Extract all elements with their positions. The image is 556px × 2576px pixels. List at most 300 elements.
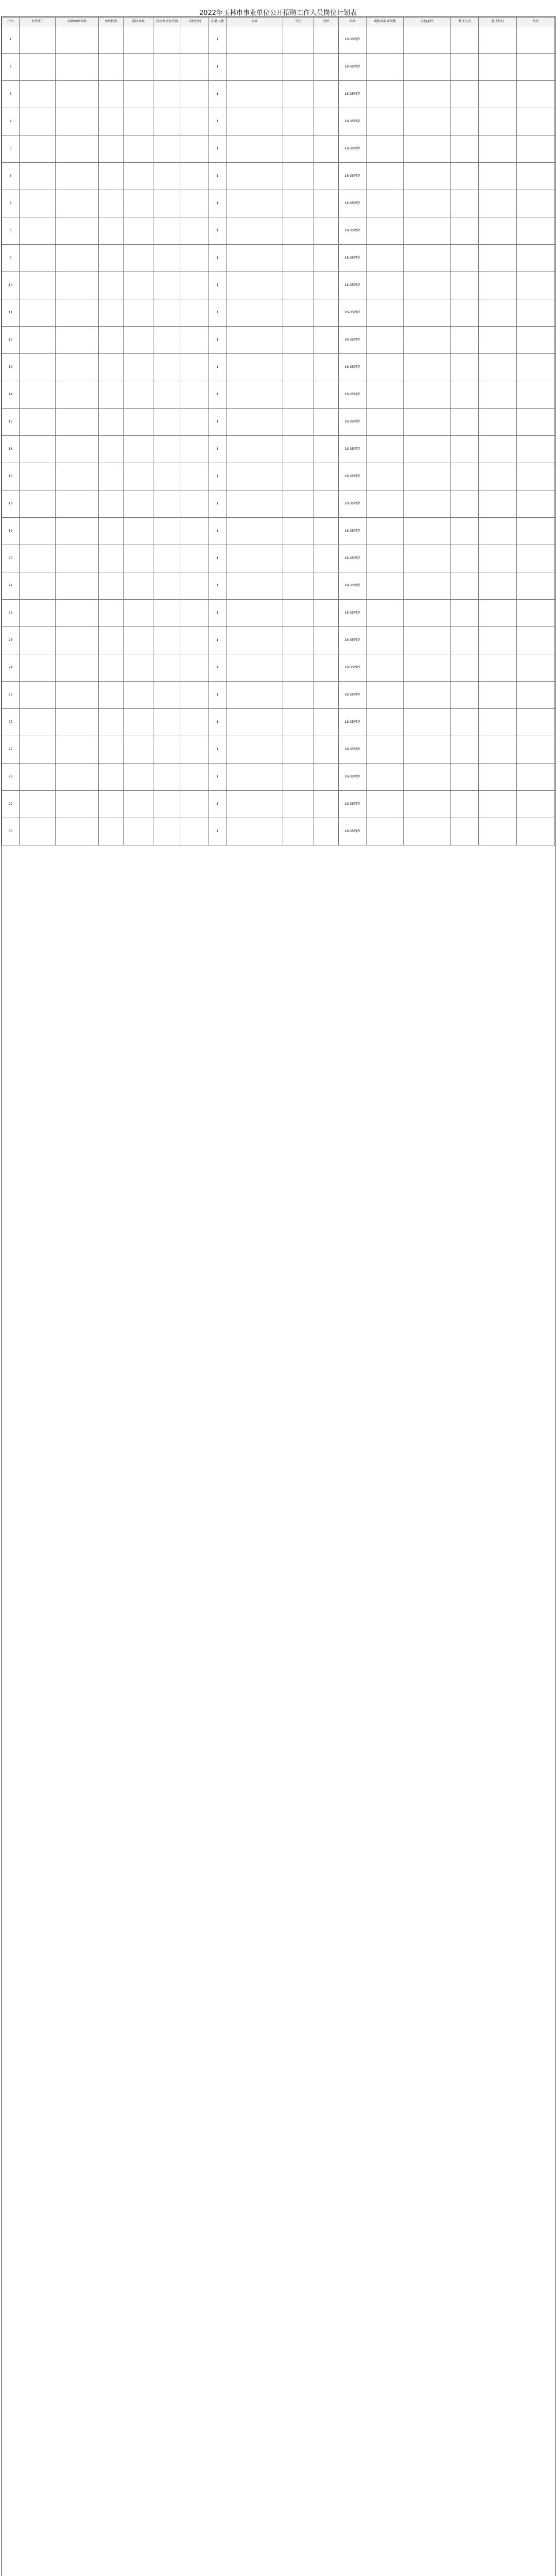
- table-cell: [479, 245, 517, 272]
- table-cell: 22: [2, 600, 20, 627]
- table-cell: 13: [2, 354, 20, 381]
- table-cell: [227, 81, 283, 108]
- table-cell: [20, 381, 56, 409]
- table-cell: [283, 436, 314, 463]
- table-cell: [124, 272, 153, 299]
- table-cell: 18-35周岁: [339, 463, 367, 490]
- table-cell: [451, 764, 479, 791]
- table-cell: [124, 381, 153, 409]
- table-cell: [404, 354, 451, 381]
- table-cell: [181, 108, 209, 135]
- table-cell: [404, 518, 451, 545]
- table-cell: [451, 272, 479, 299]
- table-cell: 1: [209, 163, 227, 190]
- table-cell: [227, 818, 283, 845]
- column-header: 岗位代码: [181, 18, 209, 26]
- table-row: [2, 26, 555, 54]
- table-cell: [283, 490, 314, 518]
- table-cell: [367, 654, 404, 682]
- table-cell: [99, 600, 124, 627]
- table-cell: 18-35周岁: [339, 709, 367, 736]
- table-cell: [314, 272, 339, 299]
- table-cell: [517, 381, 555, 409]
- table-cell: 29: [2, 791, 20, 818]
- table-cell: [124, 108, 153, 135]
- table-cell: 30: [2, 818, 20, 845]
- table-cell: 1: [209, 354, 227, 381]
- table-cell: [153, 26, 181, 54]
- table-cell: [404, 736, 451, 764]
- table-cell: 1: [209, 327, 227, 354]
- table-cell: [314, 409, 339, 436]
- table-cell: [283, 299, 314, 327]
- table-cell: [367, 764, 404, 791]
- table-cell: [479, 818, 517, 845]
- table-cell: [404, 108, 451, 135]
- table-cell: [153, 654, 181, 682]
- table-cell: 18-35周岁: [339, 409, 367, 436]
- table-cell: [227, 163, 283, 190]
- table-cell: [181, 81, 209, 108]
- table-cell: 1: [209, 26, 227, 54]
- table-cell: [517, 108, 555, 135]
- table-cell: 1: [209, 654, 227, 682]
- table-cell: [451, 299, 479, 327]
- table-cell: [124, 81, 153, 108]
- column-header: 序号: [2, 18, 20, 26]
- table-cell: 6: [2, 163, 20, 190]
- table-cell: 17: [2, 463, 20, 490]
- table-cell: [153, 818, 181, 845]
- table-cell: [517, 26, 555, 54]
- table-cell: [56, 463, 99, 490]
- column-header: 招聘单位名称: [56, 18, 99, 26]
- table-cell: [367, 272, 404, 299]
- table-cell: 1: [209, 409, 227, 436]
- table-cell: [451, 190, 479, 217]
- table-cell: [451, 381, 479, 409]
- column-header: 考试方式: [451, 18, 479, 26]
- table-row: [2, 682, 555, 709]
- table-cell: [479, 654, 517, 682]
- table-cell: [404, 600, 451, 627]
- table-cell: 3: [2, 81, 20, 108]
- table-row: [2, 627, 555, 654]
- table-cell: [181, 190, 209, 217]
- table-cell: [517, 518, 555, 545]
- table-row: [2, 518, 555, 545]
- table-cell: [314, 490, 339, 518]
- table-cell: [56, 436, 99, 463]
- table-cell: [367, 190, 404, 217]
- table-cell: [227, 518, 283, 545]
- table-cell: 18-35周岁: [339, 299, 367, 327]
- table-cell: [56, 600, 99, 627]
- table-cell: [153, 163, 181, 190]
- table-cell: 18-35周岁: [339, 217, 367, 245]
- table-cell: [367, 54, 404, 81]
- table-cell: [20, 764, 56, 791]
- table-cell: 18-35周岁: [339, 518, 367, 545]
- table-cell: [124, 327, 153, 354]
- table-cell: [227, 600, 283, 627]
- table-cell: [124, 709, 153, 736]
- table-cell: 18-35周岁: [339, 381, 367, 409]
- table-cell: [517, 135, 555, 163]
- table-cell: [181, 26, 209, 54]
- table-cell: [99, 709, 124, 736]
- table-row: [2, 327, 555, 354]
- table-cell: [314, 108, 339, 135]
- table-cell: [283, 682, 314, 709]
- table-cell: [20, 26, 56, 54]
- table-cell: [404, 709, 451, 736]
- table-cell: [56, 736, 99, 764]
- table-cell: [404, 545, 451, 572]
- table-cell: [20, 54, 56, 81]
- table-cell: [314, 135, 339, 163]
- table-cell: [56, 299, 99, 327]
- table-cell: [517, 163, 555, 190]
- table-cell: 1: [209, 736, 227, 764]
- table-cell: [99, 654, 124, 682]
- table-cell: [451, 26, 479, 54]
- table-cell: [314, 654, 339, 682]
- table-cell: [56, 627, 99, 654]
- table-cell: [227, 764, 283, 791]
- table-cell: [20, 217, 56, 245]
- table-cell: [153, 272, 181, 299]
- table-cell: [153, 135, 181, 163]
- table-cell: 18-35周岁: [339, 545, 367, 572]
- column-header: 笔试科目: [479, 18, 517, 26]
- table-cell: [404, 654, 451, 682]
- table-cell: 8: [2, 217, 20, 245]
- table-cell: [227, 108, 283, 135]
- table-cell: [479, 709, 517, 736]
- table-cell: [479, 381, 517, 409]
- table-row: [2, 764, 555, 791]
- table-cell: [99, 81, 124, 108]
- table-cell: 24: [2, 654, 20, 682]
- table-cell: [99, 764, 124, 791]
- table-cell: [153, 436, 181, 463]
- table-cell: [283, 272, 314, 299]
- table-row: [2, 245, 555, 272]
- table-cell: 19: [2, 518, 20, 545]
- table-cell: [479, 54, 517, 81]
- table-cell: [20, 409, 56, 436]
- table-cell: [367, 736, 404, 764]
- table-row: [2, 354, 555, 381]
- table-cell: [227, 381, 283, 409]
- table-cell: [314, 709, 339, 736]
- table-cell: [56, 217, 99, 245]
- table-cell: 18-35周岁: [339, 354, 367, 381]
- table-cell: [227, 545, 283, 572]
- table-cell: [404, 627, 451, 654]
- table-cell: [153, 682, 181, 709]
- table-row: [2, 217, 555, 245]
- table-cell: [181, 409, 209, 436]
- table-cell: [367, 791, 404, 818]
- table-cell: [20, 490, 56, 518]
- table-cell: [367, 217, 404, 245]
- table-cell: [404, 272, 451, 299]
- table-cell: [56, 272, 99, 299]
- table-cell: [20, 436, 56, 463]
- column-header: 职称或职业资格: [367, 18, 404, 26]
- table-cell: [181, 163, 209, 190]
- table-cell: [99, 135, 124, 163]
- table-cell: [404, 490, 451, 518]
- column-header: 主管部门: [20, 18, 56, 26]
- table-cell: [479, 81, 517, 108]
- table-cell: [153, 409, 181, 436]
- table-cell: 18-35周岁: [339, 490, 367, 518]
- table-cell: [124, 354, 153, 381]
- table-cell: [20, 736, 56, 764]
- table-cell: [283, 135, 314, 163]
- table-cell: [99, 490, 124, 518]
- table-cell: [153, 463, 181, 490]
- table-cell: 18-35周岁: [339, 272, 367, 299]
- document-title: 2022年玉林市事业单位公开招聘工作人员岗位计划表: [199, 9, 357, 17]
- table-cell: [227, 26, 283, 54]
- table-cell: [283, 463, 314, 490]
- table-cell: 23: [2, 627, 20, 654]
- table-cell: [451, 572, 479, 600]
- table-cell: [227, 490, 283, 518]
- table-cell: 1: [209, 217, 227, 245]
- table-body: [2, 26, 555, 845]
- table-cell: [479, 409, 517, 436]
- table-row: [2, 490, 555, 518]
- table-cell: [20, 791, 56, 818]
- table-cell: [479, 791, 517, 818]
- table-cell: [283, 217, 314, 245]
- table-cell: [314, 299, 339, 327]
- table-cell: 18-35周岁: [339, 54, 367, 81]
- table-cell: [404, 572, 451, 600]
- table-cell: [20, 545, 56, 572]
- table-cell: [227, 463, 283, 490]
- table-cell: [451, 409, 479, 436]
- table-cell: [99, 791, 124, 818]
- table-cell: [283, 709, 314, 736]
- table-cell: 18-35周岁: [339, 436, 367, 463]
- table-cell: [314, 81, 339, 108]
- table-cell: [314, 245, 339, 272]
- table-cell: [314, 190, 339, 217]
- table-row: [2, 409, 555, 436]
- table-cell: [283, 381, 314, 409]
- table-cell: [517, 572, 555, 600]
- table-cell: [181, 736, 209, 764]
- table-cell: [314, 354, 339, 381]
- table-cell: [451, 81, 479, 108]
- table-row: [2, 190, 555, 217]
- table-cell: [20, 709, 56, 736]
- table-cell: [227, 135, 283, 163]
- table-cell: 1: [209, 572, 227, 600]
- table-cell: [153, 736, 181, 764]
- column-header: 岗位类别及等级: [153, 18, 181, 26]
- table-cell: [181, 245, 209, 272]
- table-cell: [283, 736, 314, 764]
- table-cell: 1: [209, 709, 227, 736]
- table-cell: [153, 327, 181, 354]
- table-cell: [181, 490, 209, 518]
- table-cell: [124, 135, 153, 163]
- table-cell: [124, 791, 153, 818]
- table-cell: [451, 135, 479, 163]
- table-cell: [99, 436, 124, 463]
- table-cell: [404, 299, 451, 327]
- table-cell: [124, 682, 153, 709]
- table-cell: [124, 600, 153, 627]
- table-cell: 18-35周岁: [339, 190, 367, 217]
- table-cell: [283, 327, 314, 354]
- table-cell: [227, 736, 283, 764]
- table-cell: [99, 54, 124, 81]
- table-cell: [367, 682, 404, 709]
- table-cell: [124, 572, 153, 600]
- table-cell: 18: [2, 490, 20, 518]
- table-cell: [314, 545, 339, 572]
- table-cell: 18-35周岁: [339, 26, 367, 54]
- table-cell: [181, 545, 209, 572]
- table-cell: 1: [209, 299, 227, 327]
- table-cell: [283, 163, 314, 190]
- table-cell: [479, 327, 517, 354]
- table-cell: [479, 217, 517, 245]
- table-cell: 26: [2, 709, 20, 736]
- table-cell: [20, 354, 56, 381]
- table-cell: [314, 436, 339, 463]
- table-cell: 18-35周岁: [339, 736, 367, 764]
- table-cell: [99, 736, 124, 764]
- table-cell: [314, 381, 339, 409]
- table-cell: [56, 381, 99, 409]
- table-cell: [153, 627, 181, 654]
- table-cell: [99, 272, 124, 299]
- table-cell: [124, 409, 153, 436]
- table-cell: 1: [209, 682, 227, 709]
- table-cell: [283, 26, 314, 54]
- table-cell: [56, 26, 99, 54]
- table-cell: [99, 682, 124, 709]
- table-cell: [227, 354, 283, 381]
- table-cell: [56, 709, 99, 736]
- table-cell: [124, 764, 153, 791]
- table-cell: [124, 490, 153, 518]
- table-cell: [517, 490, 555, 518]
- table-cell: 1: [209, 54, 227, 81]
- table-cell: 18-35周岁: [339, 135, 367, 163]
- table-row: [2, 545, 555, 572]
- table-cell: 12: [2, 327, 20, 354]
- table-cell: [283, 572, 314, 600]
- table-cell: [314, 518, 339, 545]
- table-cell: [181, 818, 209, 845]
- table-cell: [227, 54, 283, 81]
- table-cell: [56, 81, 99, 108]
- table-cell: [451, 791, 479, 818]
- table-cell: [451, 217, 479, 245]
- table-cell: [56, 409, 99, 436]
- table-cell: 18-35周岁: [339, 764, 367, 791]
- table-cell: [99, 327, 124, 354]
- table-row: [2, 654, 555, 682]
- table-cell: 1: [209, 627, 227, 654]
- table-cell: [56, 190, 99, 217]
- table-cell: [283, 654, 314, 682]
- table-cell: [227, 436, 283, 463]
- table-cell: [56, 654, 99, 682]
- table-cell: 1: [209, 190, 227, 217]
- table-cell: [20, 163, 56, 190]
- table-cell: [124, 163, 153, 190]
- column-header: 学历: [283, 18, 314, 26]
- table-cell: [124, 627, 153, 654]
- table-cell: [283, 627, 314, 654]
- table-cell: [479, 190, 517, 217]
- table-cell: [227, 327, 283, 354]
- table-cell: [479, 354, 517, 381]
- table-cell: [479, 135, 517, 163]
- table-cell: [227, 409, 283, 436]
- table-cell: [517, 627, 555, 654]
- table-cell: 10: [2, 272, 20, 299]
- table-row: [2, 818, 555, 845]
- column-header: 年龄: [339, 18, 367, 26]
- table-cell: [517, 81, 555, 108]
- table-cell: [99, 190, 124, 217]
- table-cell: [99, 299, 124, 327]
- table-cell: [479, 26, 517, 54]
- table-cell: [451, 709, 479, 736]
- table-cell: 1: [209, 791, 227, 818]
- table-cell: [99, 108, 124, 135]
- table-row: [2, 463, 555, 490]
- table-cell: 25: [2, 682, 20, 709]
- table-cell: [181, 654, 209, 682]
- table-cell: [227, 627, 283, 654]
- table-cell: [124, 26, 153, 54]
- table-cell: [227, 682, 283, 709]
- table-cell: [124, 545, 153, 572]
- table-cell: [367, 245, 404, 272]
- table-cell: [517, 764, 555, 791]
- table-cell: 27: [2, 736, 20, 764]
- table-row: [2, 135, 555, 163]
- table-cell: [451, 354, 479, 381]
- table-cell: [153, 245, 181, 272]
- table-cell: [367, 163, 404, 190]
- table-cell: [479, 272, 517, 299]
- table-row: [2, 381, 555, 409]
- table-cell: [153, 490, 181, 518]
- table-cell: [517, 245, 555, 272]
- table-cell: [479, 299, 517, 327]
- column-header: 招聘人数: [209, 18, 227, 26]
- table-row: [2, 81, 555, 108]
- table-cell: [479, 163, 517, 190]
- table-cell: [181, 682, 209, 709]
- table-cell: [153, 54, 181, 81]
- table-row: [2, 163, 555, 190]
